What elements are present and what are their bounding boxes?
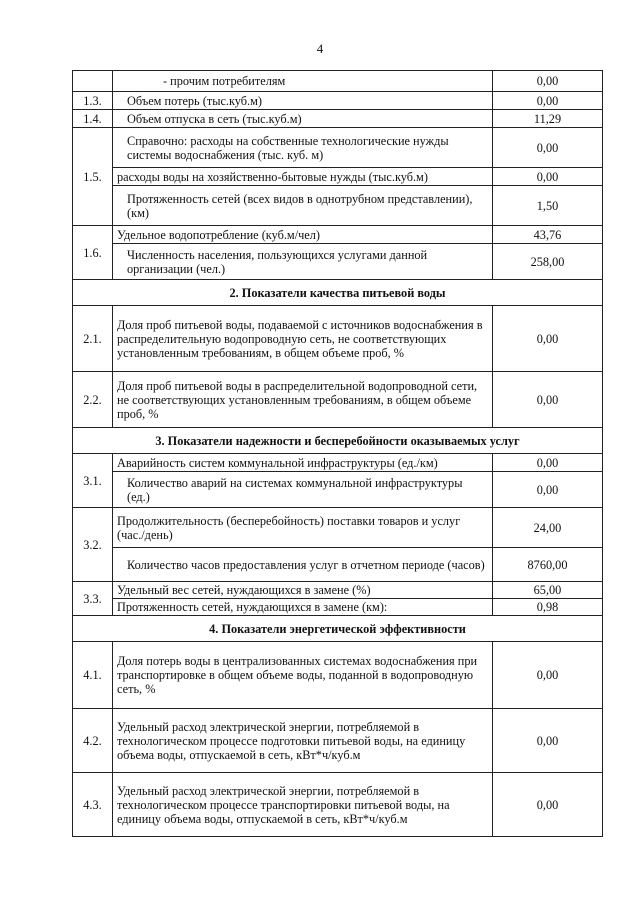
table-row — [73, 92, 603, 110]
row-value: 11,29 — [493, 110, 603, 128]
row-label: Численность населения, пользующихся услугами данной организации (чел.) — [113, 244, 493, 280]
row-number — [73, 71, 113, 92]
table-row — [73, 128, 603, 168]
row-number: 3.2. — [73, 508, 113, 582]
table-row — [73, 599, 603, 616]
table-row — [73, 472, 603, 508]
row-value: 43,76 — [493, 226, 603, 244]
table-row — [73, 454, 603, 472]
row-number: 1.6. — [73, 226, 113, 280]
row-value: 258,00 — [493, 244, 603, 280]
section-title: 2. Показатели качества питьевой воды — [73, 280, 603, 306]
indicators-table — [72, 70, 603, 837]
row-value: 0,00 — [493, 372, 603, 428]
row-label: Удельное водопотребление (куб.м/чел) — [113, 226, 493, 244]
table-row — [73, 186, 603, 226]
row-value: 1,50 — [493, 186, 603, 226]
table-row — [73, 110, 603, 128]
section-header — [73, 280, 603, 306]
row-label: Объем потерь (тыс.куб.м) — [113, 92, 493, 110]
table-row — [73, 372, 603, 428]
row-label: Удельный расход электрической энергии, потребляемой в технологическом процессе транспортировки питьевой воды, на единицу объема воды, отпускаемой в сеть, кВт*ч/куб.м — [113, 773, 493, 837]
row-number: 1.4. — [73, 110, 113, 128]
row-number: 1.5. — [73, 128, 113, 226]
row-label: Протяженность сетей, нуждающихся в замене (км): — [113, 599, 493, 616]
page-number: 4 — [316, 41, 324, 56]
row-value: 8760,00 — [493, 548, 603, 582]
row-value: 0,00 — [493, 472, 603, 508]
row-number: 4.2. — [73, 709, 113, 773]
table-row — [73, 168, 603, 186]
section-title: 3. Показатели надежности и бесперебойности оказываемых услуг — [73, 428, 603, 454]
row-label: Протяженность сетей (всех видов в однотрубном представлении), (км) — [113, 186, 493, 226]
row-value: 0,00 — [493, 92, 603, 110]
table-row — [73, 773, 603, 837]
table-row — [73, 582, 603, 599]
row-number: 3.3. — [73, 582, 113, 616]
row-value: 65,00 — [493, 582, 603, 599]
row-label: Количество аварий на системах коммунальной инфраструктуры (ед.) — [113, 472, 493, 508]
row-label: Справочно: расходы на собственные технологические нужды системы водоснабжения (тыс. куб. м) — [113, 128, 493, 168]
row-label: расходы воды на хозяйственно-бытовые нужды (тыс.куб.м) — [113, 168, 493, 186]
table-row — [73, 642, 603, 709]
row-label: Доля проб питьевой воды, подаваемой с источников водоснабжения в распределительную водопроводную сеть, не соответствующих установленным требованиям, в общем объеме проб, % — [113, 306, 493, 372]
table-row — [73, 226, 603, 244]
row-number: 2.1. — [73, 306, 113, 372]
row-value: 0,00 — [493, 642, 603, 709]
row-number: 1.3. — [73, 92, 113, 110]
row-number: 3.1. — [73, 454, 113, 508]
row-number: 2.2. — [73, 372, 113, 428]
row-label: Объем отпуска в сеть (тыс.куб.м) — [113, 110, 493, 128]
row-value: 0,00 — [493, 128, 603, 168]
row-value: 24,00 — [493, 508, 603, 548]
row-value: 0,00 — [493, 306, 603, 372]
table-row — [73, 71, 603, 92]
table-row — [73, 508, 603, 548]
table-row — [73, 306, 603, 372]
row-value: 0,98 — [493, 599, 603, 616]
section-header — [73, 428, 603, 454]
row-value: 0,00 — [493, 71, 603, 92]
row-value: 0,00 — [493, 773, 603, 837]
row-value: 0,00 — [493, 168, 603, 186]
table-row — [73, 709, 603, 773]
row-label: Удельный расход электрической энергии, потребляемой в технологическом процессе подготовки питьевой воды, на единицу объема воды, отпускаемой в сеть, кВт*ч/куб.м — [113, 709, 493, 773]
row-value: 0,00 — [493, 709, 603, 773]
row-label: - прочим потребителям — [113, 71, 493, 92]
row-label: Аварийность систем коммунальной инфраструктуры (ед./км) — [113, 454, 493, 472]
section-title: 4. Показатели энергетической эффективности — [73, 616, 603, 642]
row-label: Количество часов предоставления услуг в отчетном периоде (часов) — [113, 548, 493, 582]
table-row — [73, 548, 603, 582]
section-header — [73, 616, 603, 642]
row-label: Доля потерь воды в централизованных системах водоснабжения при транспортировке в общем объеме воды, поданной в водопроводную сеть, % — [113, 642, 493, 709]
row-label: Удельный вес сетей, нуждающихся в замене (%) — [113, 582, 493, 599]
row-number: 4.1. — [73, 642, 113, 709]
table-row — [73, 244, 603, 280]
row-number: 4.3. — [73, 773, 113, 837]
row-label: Доля проб питьевой воды в распределительной водопроводной сети, не соответствующих установленным требованиям, в общем объеме проб, % — [113, 372, 493, 428]
row-label: Продолжительность (бесперебойность) поставки товаров и услуг (час./день) — [113, 508, 493, 548]
row-value: 0,00 — [493, 454, 603, 472]
